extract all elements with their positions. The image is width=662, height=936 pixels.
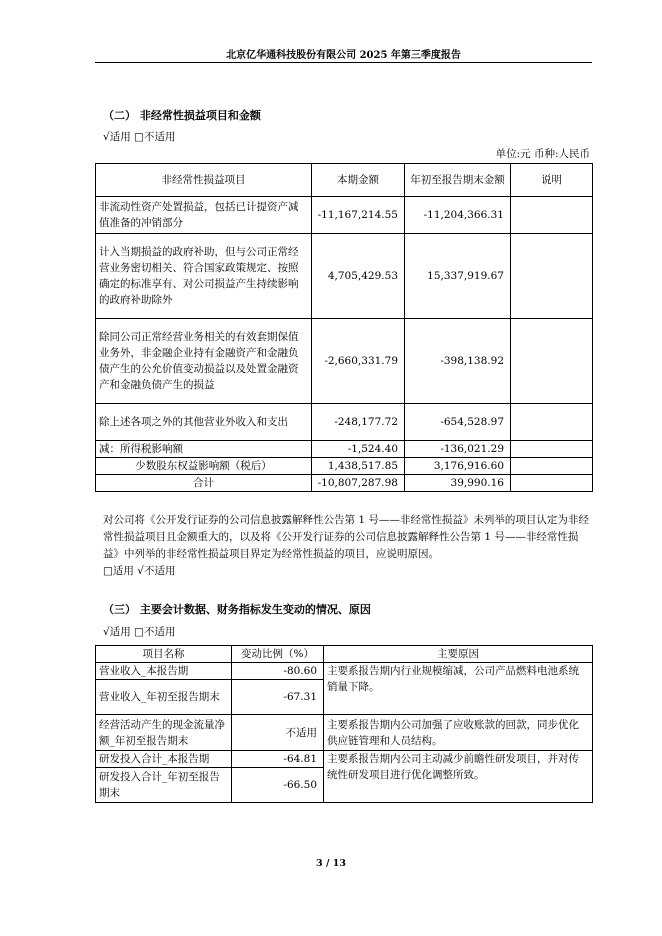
section-2-title: （二） 非经常性损益项目和金额	[103, 109, 261, 122]
row-current: 1,438,517.85	[312, 458, 405, 475]
row-current: -1,524.40	[312, 441, 405, 458]
col-header-ytd: 年初至报告期末金额	[405, 164, 511, 197]
table-row	[96, 663, 593, 680]
row-name: 研发投入合计_本报告期	[96, 751, 232, 768]
page-header: 北京亿华通科技股份有限公司 2025 年第三季度报告	[226, 50, 461, 61]
table-row	[96, 458, 593, 475]
row-note	[511, 197, 593, 234]
row-note	[511, 234, 593, 319]
row-ratio: -67.31	[232, 680, 324, 715]
row-item: 合计	[96, 475, 312, 492]
row-name: 营业收入_本报告期	[96, 663, 232, 680]
row-reason: 主要系报告期内公司加强了应收账款的回款，同步优化供应链管理和人员结构。	[324, 715, 593, 751]
table-row	[96, 441, 593, 458]
col-header-note: 说明	[511, 164, 593, 197]
row-ytd: 15,337,919.67	[405, 234, 511, 319]
table-row	[96, 319, 593, 404]
header-divider	[95, 62, 592, 63]
row-current: -11,167,214.55	[312, 197, 405, 234]
row-note	[511, 404, 593, 441]
row-current: -248,177.72	[312, 404, 405, 441]
row-ratio: -64.81	[232, 751, 324, 768]
section-3-title: （三） 主要会计数据、财务指标发生变动的情况、原因	[103, 603, 371, 616]
col-header-name: 项目名称	[96, 646, 232, 663]
section-3-applicability: √适用 □不适用	[103, 626, 176, 638]
row-item: 减：所得税影响额	[96, 441, 312, 458]
row-name: 营业收入_年初至报告期末	[96, 680, 232, 715]
col-header-item: 非经常性损益项目	[96, 164, 312, 197]
table-row	[96, 197, 593, 234]
row-note	[511, 319, 593, 404]
row-item: 少数股东权益影响额（税后）	[96, 458, 312, 475]
non-recurring-items-table	[95, 163, 593, 492]
row-item: 除同公司正常经营业务相关的有效套期保值业务外，非金融企业持有金融资产和金融负债产生的公允价值变动损益以及处置金融资产和金融负债产生的损益	[96, 319, 312, 404]
row-ratio: -80.60	[232, 663, 324, 680]
row-ytd: 3,176,916.60	[405, 458, 511, 475]
section-2-applicability-2: □适用 √不适用	[103, 565, 176, 577]
row-ytd: -654,528.97	[405, 404, 511, 441]
row-reason: 主要系报告期内行业规模缩减，公司产品燃料电池系统销量下降。	[324, 663, 593, 715]
row-note	[511, 475, 593, 492]
row-name: 经营活动产生的现金流量净额_年初至报告期末	[96, 715, 232, 751]
row-ratio: 不适用	[232, 715, 324, 751]
section-2-applicability: √适用 □不适用	[103, 131, 176, 143]
table-row	[96, 404, 593, 441]
row-ytd: -11,204,366.31	[405, 197, 511, 234]
row-ytd: -398,138.92	[405, 319, 511, 404]
row-note	[511, 441, 593, 458]
row-reason: 主要系报告期内公司主动减少前瞻性研发项目，并对传统性研发项目进行优化调整所致。	[324, 751, 593, 803]
row-current: -10,807,287.98	[312, 475, 405, 492]
row-note	[511, 458, 593, 475]
col-header-ratio: 变动比例（%）	[232, 646, 324, 663]
row-ytd: -136,021.29	[405, 441, 511, 458]
col-header-reason: 主要原因	[324, 646, 593, 663]
table-row	[96, 234, 593, 319]
row-ratio: -66.50	[232, 768, 324, 803]
row-item: 计入当期损益的政府补助，但与公司正常经营业务密切相关、符合国家政策规定、按照确定的标准享有、对公司损益产生持续影响的政府补助除外	[96, 234, 312, 319]
changes-table	[95, 645, 593, 803]
section-2-paragraph: 对公司将《公开发行证券的公司信息披露解释性公告第 1 号——非经常性损益》未列举的项目认定为非经常性损益项目且金额重大的，以及将《公开发行证券的公司信息披露解释性公告第 1 号——非经常性损益》中列举的非经常性损益项目界定为经常性损益的项目，应说明原因。	[103, 514, 589, 560]
row-current: 4,705,429.53	[312, 234, 405, 319]
table-row-total	[96, 475, 593, 492]
col-header-current: 本期金额	[312, 164, 405, 197]
row-ytd: 39,990.16	[405, 475, 511, 492]
row-item: 除上述各项之外的其他营业外收入和支出	[96, 404, 312, 441]
table-row	[96, 715, 593, 751]
row-current: -2,660,331.79	[312, 319, 405, 404]
unit-note: 单位:元 币种:人民币	[495, 148, 590, 160]
row-name: 研发投入合计_年初至报告期末	[96, 768, 232, 803]
row-item: 非流动性资产处置损益，包括已计提资产减值准备的冲销部分	[96, 197, 312, 234]
table-row	[96, 751, 593, 768]
page-number: 3 / 13	[316, 858, 346, 869]
